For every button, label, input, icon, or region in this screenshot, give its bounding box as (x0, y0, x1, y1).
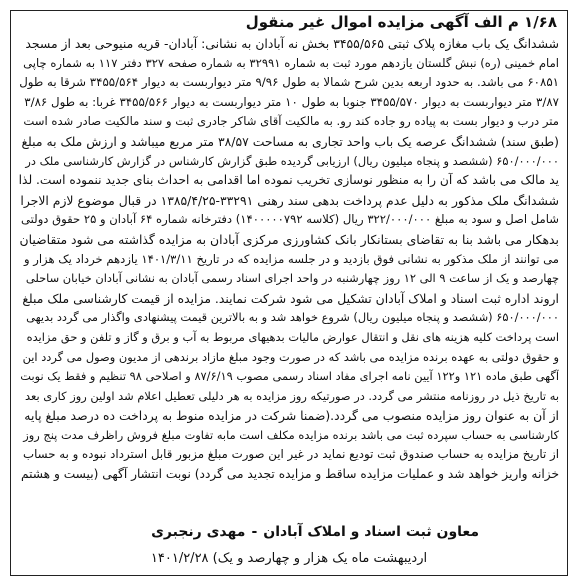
body-line: ۶۰۸۵۱ می باشد. به حدود اربعه بدین شرح شمالا به طول ۹/۹۶ متر دیواربست به دیوار ۳۴۵۵/۵۶۴ شرقا به طول (19, 75, 559, 90)
body-line: به تاریخ ذیل در روزنامه منتشر می گردد. در صورتیکه روز مزایده به هر دلیلی تعطیل اعلام شد اولین روز کاری بعد (25, 388, 559, 403)
notice-body (15, 34, 563, 485)
body-line: امام خمینی (ره) نبش گلستان یازدهم مورد ثبت به شماره ۳۲۹۹۱ به شماره صفحه ۳۲۷ دفتر ۱۱۷ به شماره چاپی (23, 55, 559, 70)
signature-separator: - (251, 524, 258, 540)
body-line: آگهی طبق ماده ۱۲۱ و۱۲۲ آیین نامه اجرای مفاد اسناد رسمی مصوب ۸۷/۶/۱۹ و اصلاحی ۹۸ تنظیم و فقط یک نوبت (20, 369, 559, 384)
body-line: کارشناسی به حساب سپرده ثبت می باشد برنده مزایده مکلف است مابه تفاوت مبلغ فروش راظرف مدت پنج روز (23, 427, 559, 442)
auction-notice (15, 12, 563, 574)
notice-title: ۱/۶۸ م الف آگهی مزایده اموال غیر منقول (245, 13, 557, 31)
body-line: از آن به عنوان روز مزایده منصوب می گردد.(ضمنا شرکت در مزایده منوط به پرداخت ده درصد مبلغ پایه (24, 408, 559, 424)
body-line: چهارصد و یک از ساعت ۹ الی ۱۲ روز چهارشنبه در واحد اجرای اسناد رسمی آبادان به نشانی آبادان خیابان ساحلی (25, 271, 559, 286)
body-line: ششدانگ یک باب مغازه پلاک ثبتی ۳۴۵۵/۵۶۵ بخش نه آبادان به نشانی: آبادان- قریه منیوحی بعد از مسجد (25, 36, 559, 51)
body-line: خزانه واریز خواهد شد و عملیات مزایده ساقط و مزایده تجدید می گردد) نوبت انتشار آگهی (بیست و هشتم (20, 467, 559, 482)
body-line: ششدانگ ملک مذکور به دلیل عدم پرداخت بدهی سند رهنی ۳۳۲۹۱-۱۳۸۵/۴/۲۵ در قبال موضوع لازم الاجرا (20, 192, 559, 208)
body-line: از تاریخ مزایده به حساب صندوق ثبت تودیع نماید در غیر این صورت مبلغ مزبور قابل استرداد نبوده و به حساب (22, 447, 559, 462)
body-line: می توانند از ملک مذکور به نشانی فوق بازدید و در جلسه مزایده که در تاریخ ۱۴۰۱/۳/۱۱ یازدهم خرداد یک هزار و (23, 251, 559, 266)
signature-name: مهدی رنجبری (151, 524, 246, 540)
body-line: بدهکار می باشد بنا به تقاضای بستانکار بانک کشاورزی مرکزی آبادان به مزایده گذاشته می شود متقاضیان (19, 231, 559, 247)
body-line: متر درب و دیوار بست به پیاده رو جاده کند رو. به مالکیت آقای شاکر جادری ثبت و سند مالکیت صادر شده است (23, 114, 559, 129)
body-line: ۶۵۰/۰۰۰/۰۰۰ (ششصد و پنجاه میلیون ریال) ارزیابی گردیده طبق گزارش کارشناس در گزارش کارشناسی ملک در (25, 153, 559, 168)
body-line: ۶۵۰/۰۰۰/۰۰۰ (ششصد و پنجاه میلیون ریال) شروع خواهد شد و به بالاترین قیمت پیشنهادی واگذار می گردد بدیهی (26, 310, 559, 325)
body-line: و حقوق دولتی به عهده برنده مزایده می باشد که در صورت وجود مبلغ مازاد برندهی از مدیون وصول می گردد این (22, 349, 559, 364)
body-line: اروند اداره ثبت اسناد و املاک آبادان تشکیل می شود شرکت نمایند. مزایده از قیمت کارشناسی ملک مبلغ (22, 290, 559, 306)
publication-date-line: اردیبهشت ماه یک هزار و چهارصد و یک) ۱۴۰۱/۲/۲۸ (150, 551, 428, 566)
body-line: است پرداخت کلیه هزینه های نقل و انتقال عوارض مالیات بدهیهای مربوط به آب و برق و گاز و تلفن و حق مزایده (26, 329, 559, 344)
signature-office: معاون ثبت اسناد و املاک آبادان (263, 524, 479, 540)
signature-block (15, 524, 563, 546)
body-line: ید مالک می باشد که آن را به منظور نوسازی تخریب نموده اما اقدامی به احداث بنای جدید ننموده است. لذا (19, 173, 559, 188)
body-line: شامل اصل و سود به مبلغ ۳۲۲/۰۰۰/۰۰۰ ریال (کلاسه ۱۴۰۰۰۰۰۷۹۲) دفترخانه شماره ۶۴ آبادان و ۲۵ حقوق دولتی (21, 212, 559, 227)
body-line: (طبق سند) ششدانگ عرصه یک باب واحد تجاری به مساحت ۳۸/۵۷ متر مربع میباشد و ارزش ملک به مبلغ (21, 133, 559, 149)
body-line: ۳/۸۷ متر دیواربست به دیوار ۳۴۵۵/۵۷۰ جنوبا به طول ۱۰ متر دیواربست به دیوار ۳۴۵۵/۵۶۶ غربا: به طول ۳/۸۶ (24, 94, 559, 109)
